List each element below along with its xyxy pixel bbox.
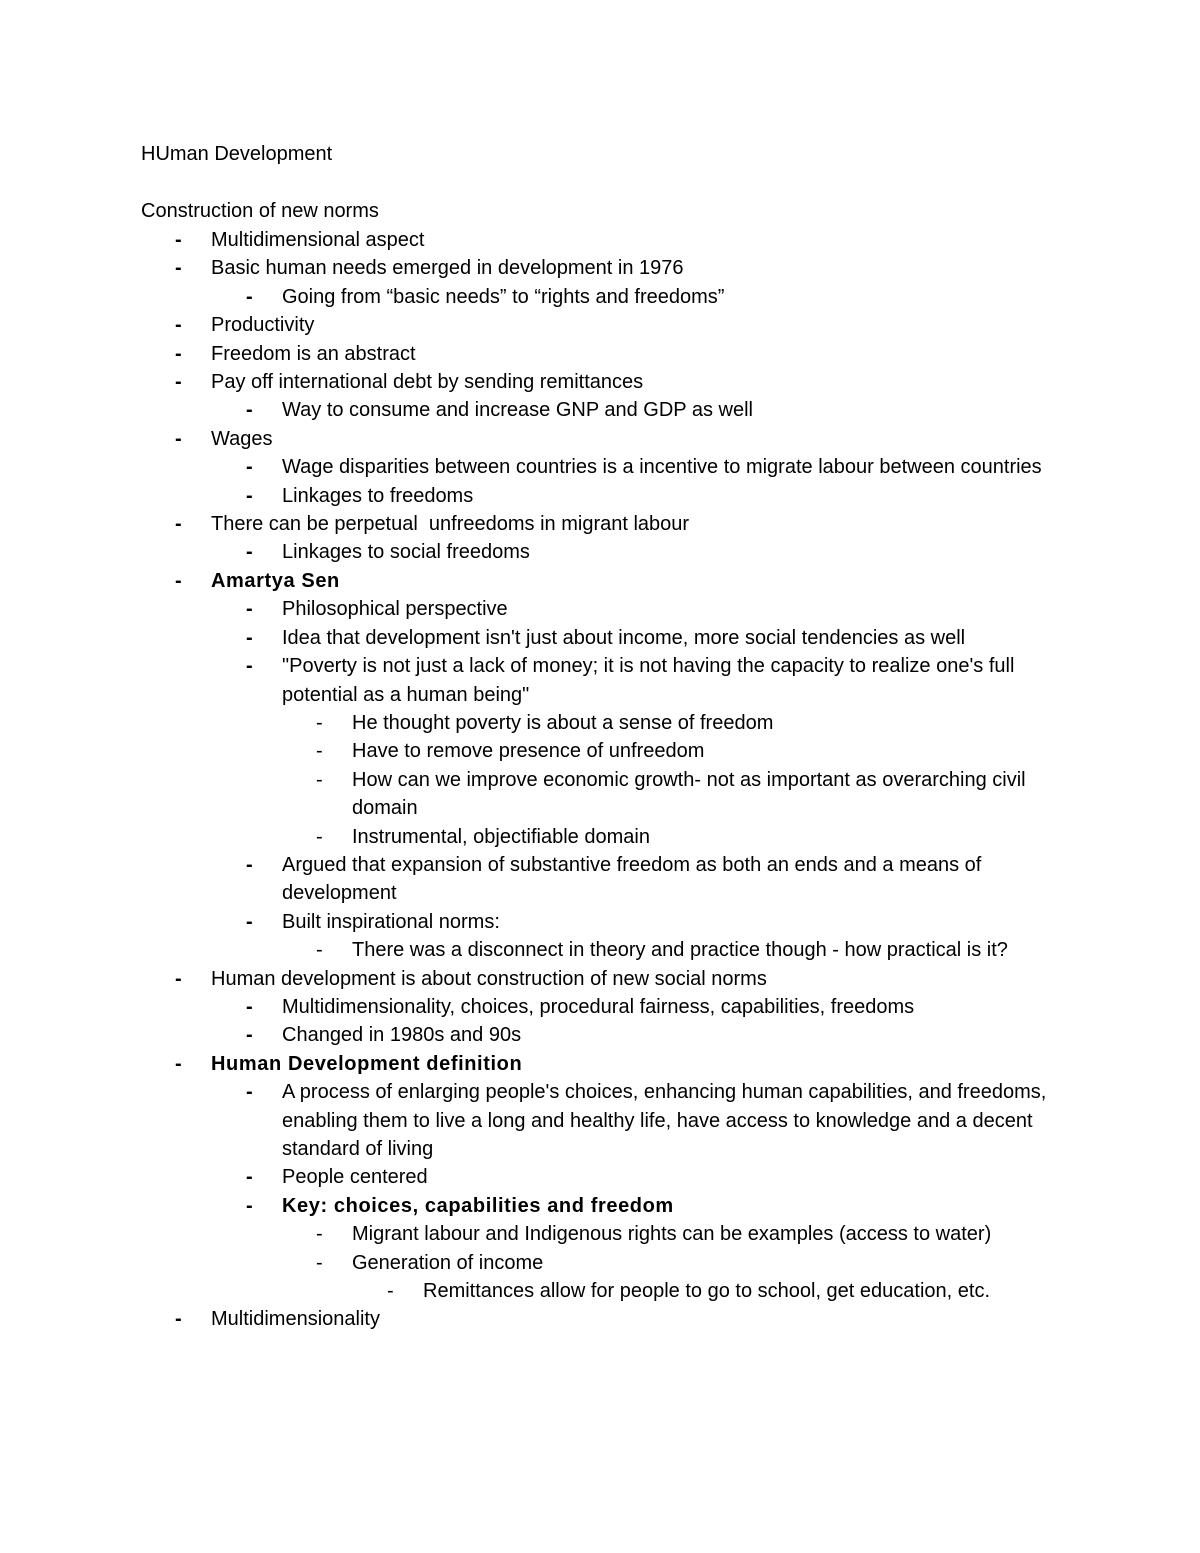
bullet-dash: -: [175, 967, 182, 990]
outline-item-level-2: [0, 652, 1200, 709]
outline-item-text: There can be perpetual unfreedoms in migrant labour: [211, 513, 690, 536]
outline-item-text: Going from “basic needs” to “rights and freedoms”: [282, 285, 725, 308]
outline-item-level-2: [0, 595, 1200, 623]
outline-item-level-2: [0, 1192, 1200, 1220]
outline-item-text: How can we improve economic growth- not as important as overarching civil domain: [352, 768, 1032, 820]
outline-item-text: People centered: [282, 1166, 428, 1189]
outline-item-text: Changed in 1980s and 90s: [282, 1024, 522, 1047]
bullet-dash: -: [175, 513, 182, 536]
outline-item-text: Multidimensionality, choices, procedural fairness, capabilities, freedoms: [282, 995, 915, 1018]
bullet-dash: -: [316, 1223, 323, 1246]
outline-item-text: Built inspirational norms:: [282, 910, 500, 933]
outline-item-level-1: [0, 368, 1200, 396]
bullet-outline: [0, 226, 1200, 1334]
bullet-dash: -: [316, 825, 323, 848]
outline-item-text: Linkages to social freedoms: [282, 541, 530, 564]
outline-item-text: Wages: [211, 427, 273, 450]
outline-item-level-2: [0, 908, 1200, 936]
outline-item-text: Basic human needs emerged in development in 1976: [211, 257, 684, 280]
outline-item-level-2: [0, 1078, 1200, 1163]
bullet-dash: -: [175, 1308, 182, 1331]
outline-item-level-2: [0, 283, 1200, 311]
bullet-dash: -: [316, 1251, 323, 1274]
bullet-dash: -: [246, 541, 253, 564]
outline-item-level-2: [0, 1163, 1200, 1191]
outline-item-level-2: [0, 993, 1200, 1021]
bullet-dash: -: [387, 1280, 394, 1303]
outline-item-text: Multidimensionality: [211, 1308, 380, 1331]
outline-item-level-1: [0, 254, 1200, 282]
outline-item-text: He thought poverty is about a sense of freedom: [352, 711, 774, 734]
bullet-dash: -: [246, 853, 253, 876]
bullet-dash: -: [246, 655, 253, 678]
bullet-dash: -: [175, 427, 182, 450]
outline-item-level-1: [0, 340, 1200, 368]
bullet-dash: -: [246, 1194, 253, 1217]
bullet-dash: -: [246, 456, 253, 479]
bullet-dash: -: [246, 910, 253, 933]
bullet-dash: -: [246, 598, 253, 621]
outline-item-text: Migrant labour and Indigenous rights can be examples (access to water): [352, 1223, 992, 1246]
section-heading: Construction of new norms: [141, 200, 379, 222]
bullet-dash: -: [246, 1166, 253, 1189]
bullet-dash: -: [175, 569, 182, 592]
outline-item-level-1: [0, 226, 1200, 254]
bullet-dash: -: [246, 399, 253, 422]
bullet-dash: -: [175, 371, 182, 394]
outline-item-level-3: [0, 709, 1200, 737]
outline-item-text: Way to consume and increase GNP and GDP as well: [282, 399, 753, 422]
outline-item-level-3: [0, 1220, 1200, 1248]
outline-item-text: "Poverty is not just a lack of money; it is not having the capacity to realize one's full potential as a human being": [282, 655, 1020, 706]
outline-item-level-1: [0, 311, 1200, 339]
outline-item-level-2: [0, 453, 1200, 481]
bullet-dash: -: [316, 768, 323, 791]
outline-item-level-1: [0, 567, 1200, 595]
outline-item-text: Generation of income: [352, 1251, 544, 1274]
bullet-dash: -: [316, 711, 323, 734]
outline-item-level-2: [0, 396, 1200, 424]
bullet-dash: -: [175, 1052, 182, 1075]
outline-item-text: Multidimensional aspect: [211, 229, 425, 251]
outline-item-text: Human development is about construction of new social norms: [211, 967, 767, 990]
outline-item-level-1: [0, 1305, 1200, 1333]
outline-item-text: Productivity: [211, 314, 315, 337]
outline-item-text: Argued that expansion of substantive freedom as both an ends and a means of development: [282, 853, 987, 905]
outline-item-level-3: [0, 766, 1200, 823]
outline-item-level-3: [0, 823, 1200, 851]
outline-item-level-2: [0, 851, 1200, 908]
outline-item-level-1: [0, 425, 1200, 453]
bullet-dash: -: [246, 1024, 253, 1047]
bullet-dash: -: [175, 342, 182, 365]
outline-item-text: A process of enlarging people's choices, enhancing human capabilities, and freedoms, enabling them to live a long and healthy life, have access to knowledge and a decent standard of living: [282, 1081, 1052, 1160]
outline-item-text: Pay off international debt by sending remittances: [211, 371, 644, 394]
outline-item-text: Amartya Sen: [211, 569, 340, 592]
bullet-dash: -: [246, 484, 253, 507]
outline-item-level-4: [0, 1277, 1200, 1305]
bullet-dash: -: [175, 314, 182, 337]
bullet-dash: -: [316, 740, 323, 763]
outline-item-level-3: [0, 737, 1200, 765]
outline-item-text: Remittances allow for people to go to school, get education, etc.: [423, 1280, 991, 1303]
outline-item-text: Have to remove presence of unfreedom: [352, 740, 705, 763]
outline-item-level-2: [0, 538, 1200, 566]
outline-item-level-2: [0, 1021, 1200, 1049]
bullet-dash: -: [246, 995, 253, 1018]
bullet-dash: -: [246, 285, 253, 308]
outline-item-level-3: [0, 1249, 1200, 1277]
outline-item-text: Freedom is an abstract: [211, 342, 416, 365]
outline-item-level-1: [0, 510, 1200, 538]
outline-item-text: Key: choices, capabilities and freedom: [282, 1194, 674, 1217]
outline-item-level-1: [0, 965, 1200, 993]
bullet-dash: -: [175, 257, 182, 280]
outline-item-text: There was a disconnect in theory and practice though - how practical is it?: [352, 939, 1008, 962]
outline-item-text: Idea that development isn't just about income, more social tendencies as well: [282, 626, 966, 649]
outline-item-text: Linkages to freedoms: [282, 484, 474, 507]
bullet-dash: -: [246, 626, 253, 649]
outline-item-text: Instrumental, objectifiable domain: [352, 825, 650, 848]
outline-item-level-2: [0, 482, 1200, 510]
document-title: HUman Development: [141, 143, 333, 165]
bullet-dash: -: [316, 939, 323, 962]
outline-item-text: Wage disparities between countries is a incentive to migrate labour between countries: [282, 456, 1042, 479]
bullet-dash: -: [246, 1081, 253, 1104]
outline-item-text: Human Development definition: [211, 1052, 523, 1075]
bullet-dash: -: [175, 229, 182, 251]
outline-item-level-3: [0, 936, 1200, 964]
outline-item-level-1: [0, 1050, 1200, 1078]
outline-item-level-2: [0, 624, 1200, 652]
outline-item-text: Philosophical perspective: [282, 598, 508, 621]
